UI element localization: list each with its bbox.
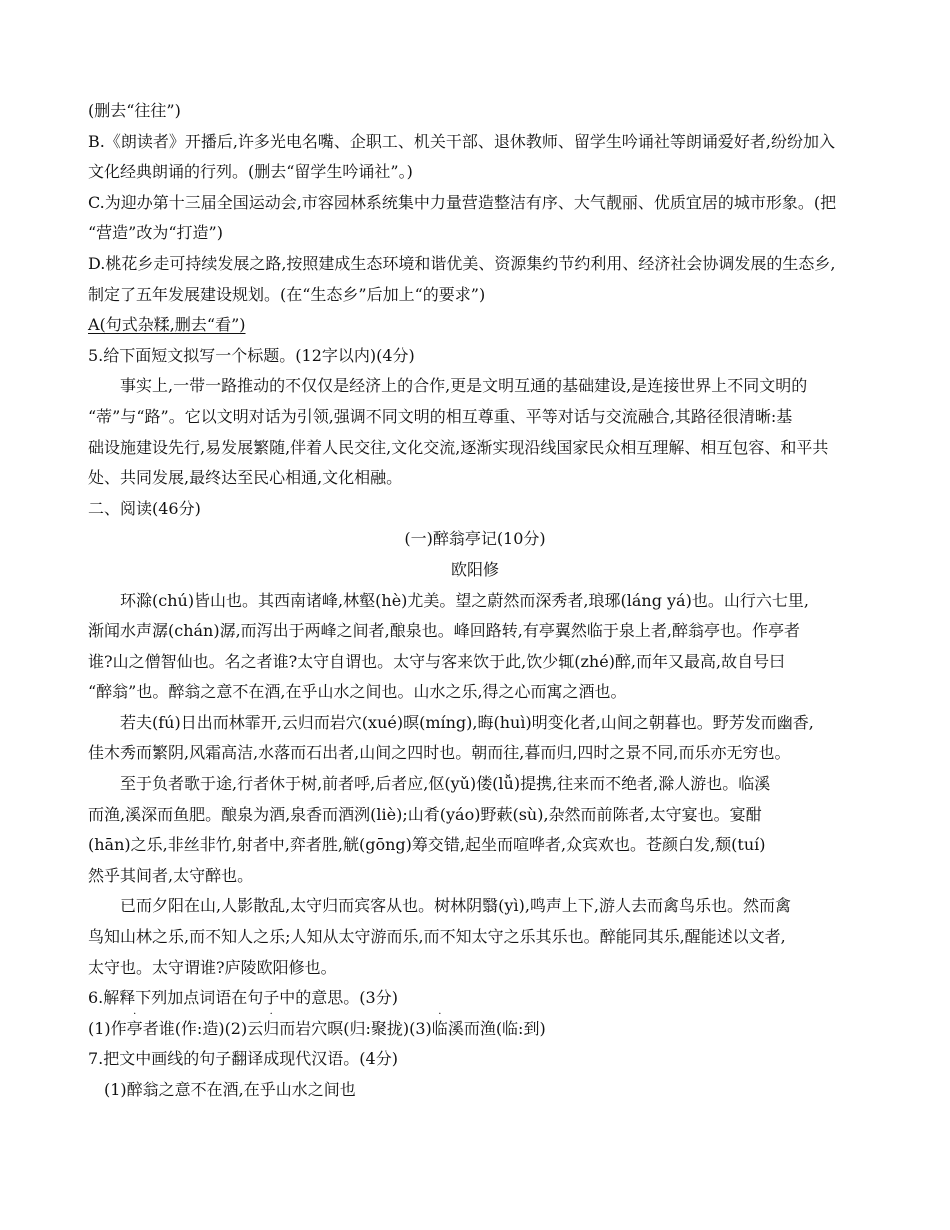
- article-line: 若夫(fú)日出而林霏开,云归而岩穴(xué)暝(míng),晦(huì)明变化者,山间之朝暮也。野芳发而幽香,: [120, 712, 814, 732]
- dotted-char-text: 临: [431, 1018, 448, 1038]
- section-heading: 二、阅读(46分): [88, 498, 201, 518]
- dotted-char-text: 亭: [126, 1018, 143, 1038]
- question-7-item-1: (1)醉翁之意不在酒,在乎山水之间也: [104, 1080, 356, 1099]
- article-line: 谁?山之僧智仙也。名之者谁?太守自谓也。太守与客来饮于此,饮少辄(zhé)醉,而年又最高,故自号曰: [88, 651, 786, 671]
- passage-line: “蒂”与“路”。它以文明对话为引领,强调不同文明的相互尊重、平等对话与交流融合,其路径很清晰:基: [88, 406, 793, 426]
- option-b-line-2: 文化经典朗诵的行列。(删去“留学生吟诵社”。): [88, 162, 413, 182]
- option-b-line-1: B.《朗读者》开播后,许多光电名嘴、企职工、机关干部、退休教师、留学生吟诵社等朗诵爱好者,纷纷加入: [88, 131, 836, 151]
- question-7: 7.把文中画线的句子翻译成现代汉语。(4分): [88, 1049, 398, 1069]
- emphasis-dot-icon: ·: [438, 1008, 442, 1020]
- article-line: 至于负者歌于途,行者休于树,前者呼,后者应,伛(yǔ)偻(lǚ)提携,往来而不绝者,滁人游也。临溪: [120, 774, 771, 794]
- passage-line: 础设施建设先行,易发展繁随,伴着人民交往,文化交流,逐渐实现沿线国家民众相互理解、相互包容、和平共: [88, 437, 829, 457]
- passage-line: 处、共同发展,最终达至民心相通,文化相融。: [88, 468, 403, 488]
- emphasis-dot-icon: ·: [269, 1008, 273, 1020]
- dotted-char: [431, 1008, 448, 1038]
- option-c-line-2: “营造”改为“打造”): [88, 223, 223, 243]
- dotted-char: [126, 1008, 143, 1038]
- q6-text: 溪而渔(临:到): [447, 1018, 546, 1038]
- dotted-char: [263, 1008, 280, 1038]
- article-line: 环滁(chú)皆山也。其西南诸峰,林壑(hè)尤美。望之蔚然而深秀者,琅琊(láng yá)也。山行六七里,: [120, 590, 809, 610]
- passage-line: 事实上,一带一路推动的不仅仅是经济上的合作,更是文明互通的基础建设,是连接世界上不同文明的: [120, 376, 808, 396]
- article-line: 鸟知山林之乐,而不知人之乐;人知从太守游而乐,而不知太守之乐其乐也。醉能同其乐,醒能述以文者,: [88, 927, 786, 947]
- answer-line: A(句式杂糅,删去“看”): [88, 315, 246, 335]
- article-line: 太守也。太守谓谁?庐陵欧阳修也。: [88, 957, 337, 977]
- text-line: (删去“往往”): [88, 101, 181, 120]
- question-6: 6.解释下列加点词语在句子中的意思。(3分): [88, 988, 398, 1008]
- article-line: “醉翁”也。醉翁之意不在酒,在乎山水之间也。山水之乐,得之心而寓之酒也。: [88, 682, 627, 702]
- article-line: (hān)之乐,非丝非竹,射者中,弈者胜,觥(gōng)筹交错,起坐而喧哗者,众宾欢也。苍颜白发,颓(tuí): [88, 835, 766, 855]
- article-line: 渐闻水声潺(chán)潺,而泻出于两峰之间者,酿泉也。峰回路转,有亭翼然临于泉上者,醉翁亭也。作亭者: [88, 621, 800, 641]
- article-line: 然乎其间者,太守醉也。: [88, 865, 254, 885]
- q6-text: (1)作: [88, 1018, 127, 1038]
- q6-text: 而岩穴暝(归:聚拢)(3): [279, 1018, 432, 1038]
- emphasis-dot-icon: ·: [133, 1008, 137, 1020]
- article-line: 佳木秀而繁阴,风霜高洁,水落而石出者,山间之四时也。朝而往,暮而归,四时之景不同,而乐亦无穷也。: [88, 743, 791, 763]
- article-author: 欧阳修: [450, 559, 499, 579]
- article-title: (一)醉翁亭记(10分): [404, 529, 546, 549]
- question-5: 5.给下面短文拟写一个标题。(12字以内)(4分): [88, 345, 415, 365]
- article-line: 而渔,溪深而鱼肥。酿泉为酒,泉香而酒洌(liè);山肴(yáo)野蔌(sù),杂然而前陈者,太守宴也。宴酣: [88, 804, 762, 824]
- option-d-line-2: 制定了五年发展建设规划。(在“生态乡”后加上“的要求”): [88, 284, 486, 304]
- dotted-char-text: 归: [263, 1018, 280, 1038]
- article-line: 已而夕阳在山,人影散乱,太守归而宾客从也。树林阴翳(yì),鸣声上下,游人去而禽鸟乐也。然而禽: [120, 896, 791, 916]
- option-c-line-1: C.为迎办第十三届全国运动会,市容园林系统集中力量营造整洁有序、大气靓丽、优质宜居的城市形象。(把: [88, 192, 837, 212]
- question-6-items: [88, 1008, 862, 1045]
- q6-text: 者谁(作:造)(2)云: [142, 1018, 264, 1038]
- option-d-line-1: D.桃花乡走可持续发展之路,按照建成生态环境和谐优美、资源集约节约利用、经济社会协调发展的生态乡,: [88, 253, 836, 273]
